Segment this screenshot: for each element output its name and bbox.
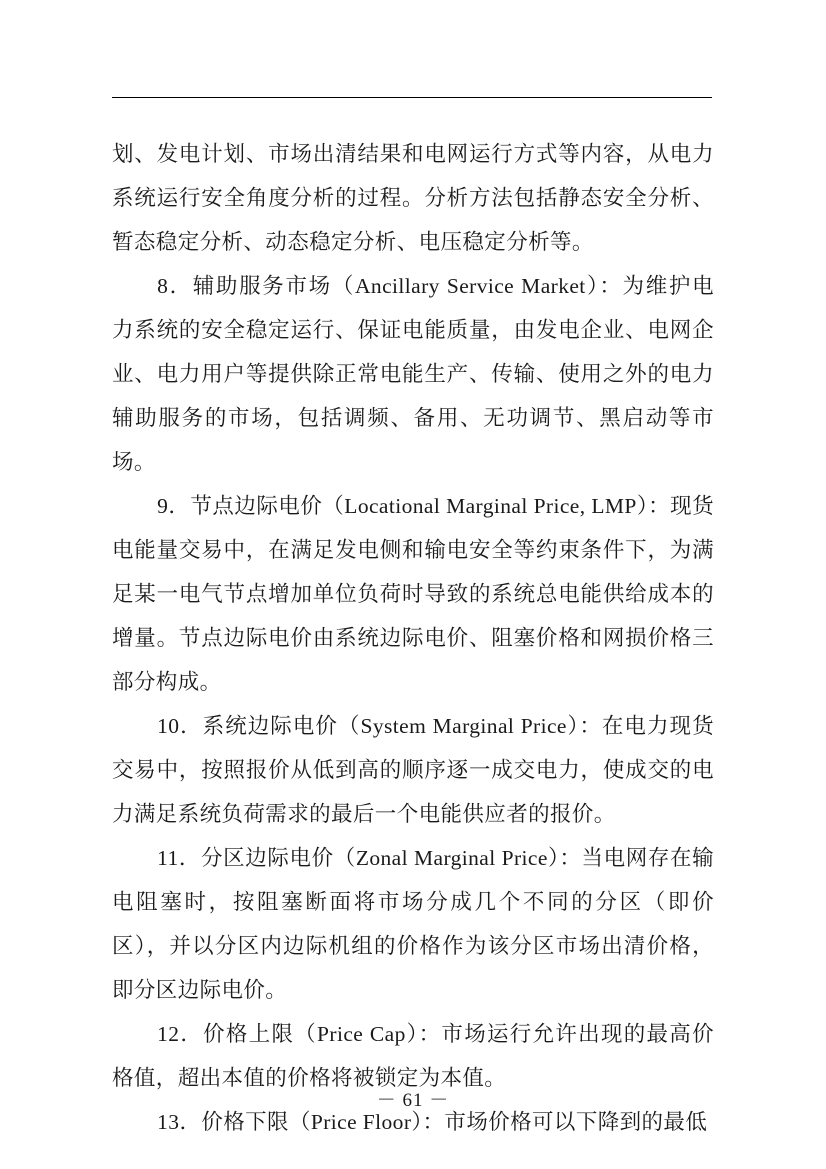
paragraph-continued: 划、发电计划、市场出清结果和电网运行方式等内容，从电力系统运行安全角度分析的过程。分析方法包括静态安全分析、暂态稳定分析、动态稳定分析、电压稳定分析等。 bbox=[112, 142, 714, 254]
paragraph-item-13: 13．价格下限（Price Floor）：市场价格可以下降到的最低 bbox=[157, 1110, 708, 1134]
paragraph-item-9: 9．节点边际电价（Locational Marginal Price, LMP）：现货电能量交易中，在满足发电侧和输电安全等约束条件下，为满足某一电气节点增加单位负荷时导致的系统总电能供给成本的增量。节点边际电价由系统边际电价、阻塞价格和网损价格三部分构成。 bbox=[112, 494, 714, 694]
paragraph-item-8: 8．辅助服务市场（Ancillary Service Market）：为维护电力系统的安全稳定运行、保证电能质量，由发电企业、电网企业、电力用户等提供除正常电能生产、传输、使用之外的电力辅助服务的市场，包括调频、备用、无功调节、黑启动等市场。 bbox=[112, 274, 714, 474]
paragraph-item-12: 12．价格上限（Price Cap）：市场运行允许出现的最高价格值，超出本值的价格将被锁定为本值。 bbox=[112, 1022, 714, 1090]
page-number-footer: － 61 － bbox=[376, 1090, 450, 1111]
page-body-text bbox=[112, 132, 714, 1144]
paragraph-item-10: 10．系统边际电价（System Marginal Price）：在电力现货交易中，按照报价从低到高的顺序逐一成交电力，使成交的电力满足系统负荷需求的最后一个电能供应者的报价。 bbox=[112, 714, 714, 826]
paragraph-item-11: 11．分区边际电价（Zonal Marginal Price）：当电网存在输电阻塞时，按阻塞断面将市场分成几个不同的分区（即价区），并以分区内边际机组的价格作为该分区市场出清价格，即分区边际电价。 bbox=[112, 846, 714, 1002]
header-divider-rule bbox=[112, 97, 712, 98]
